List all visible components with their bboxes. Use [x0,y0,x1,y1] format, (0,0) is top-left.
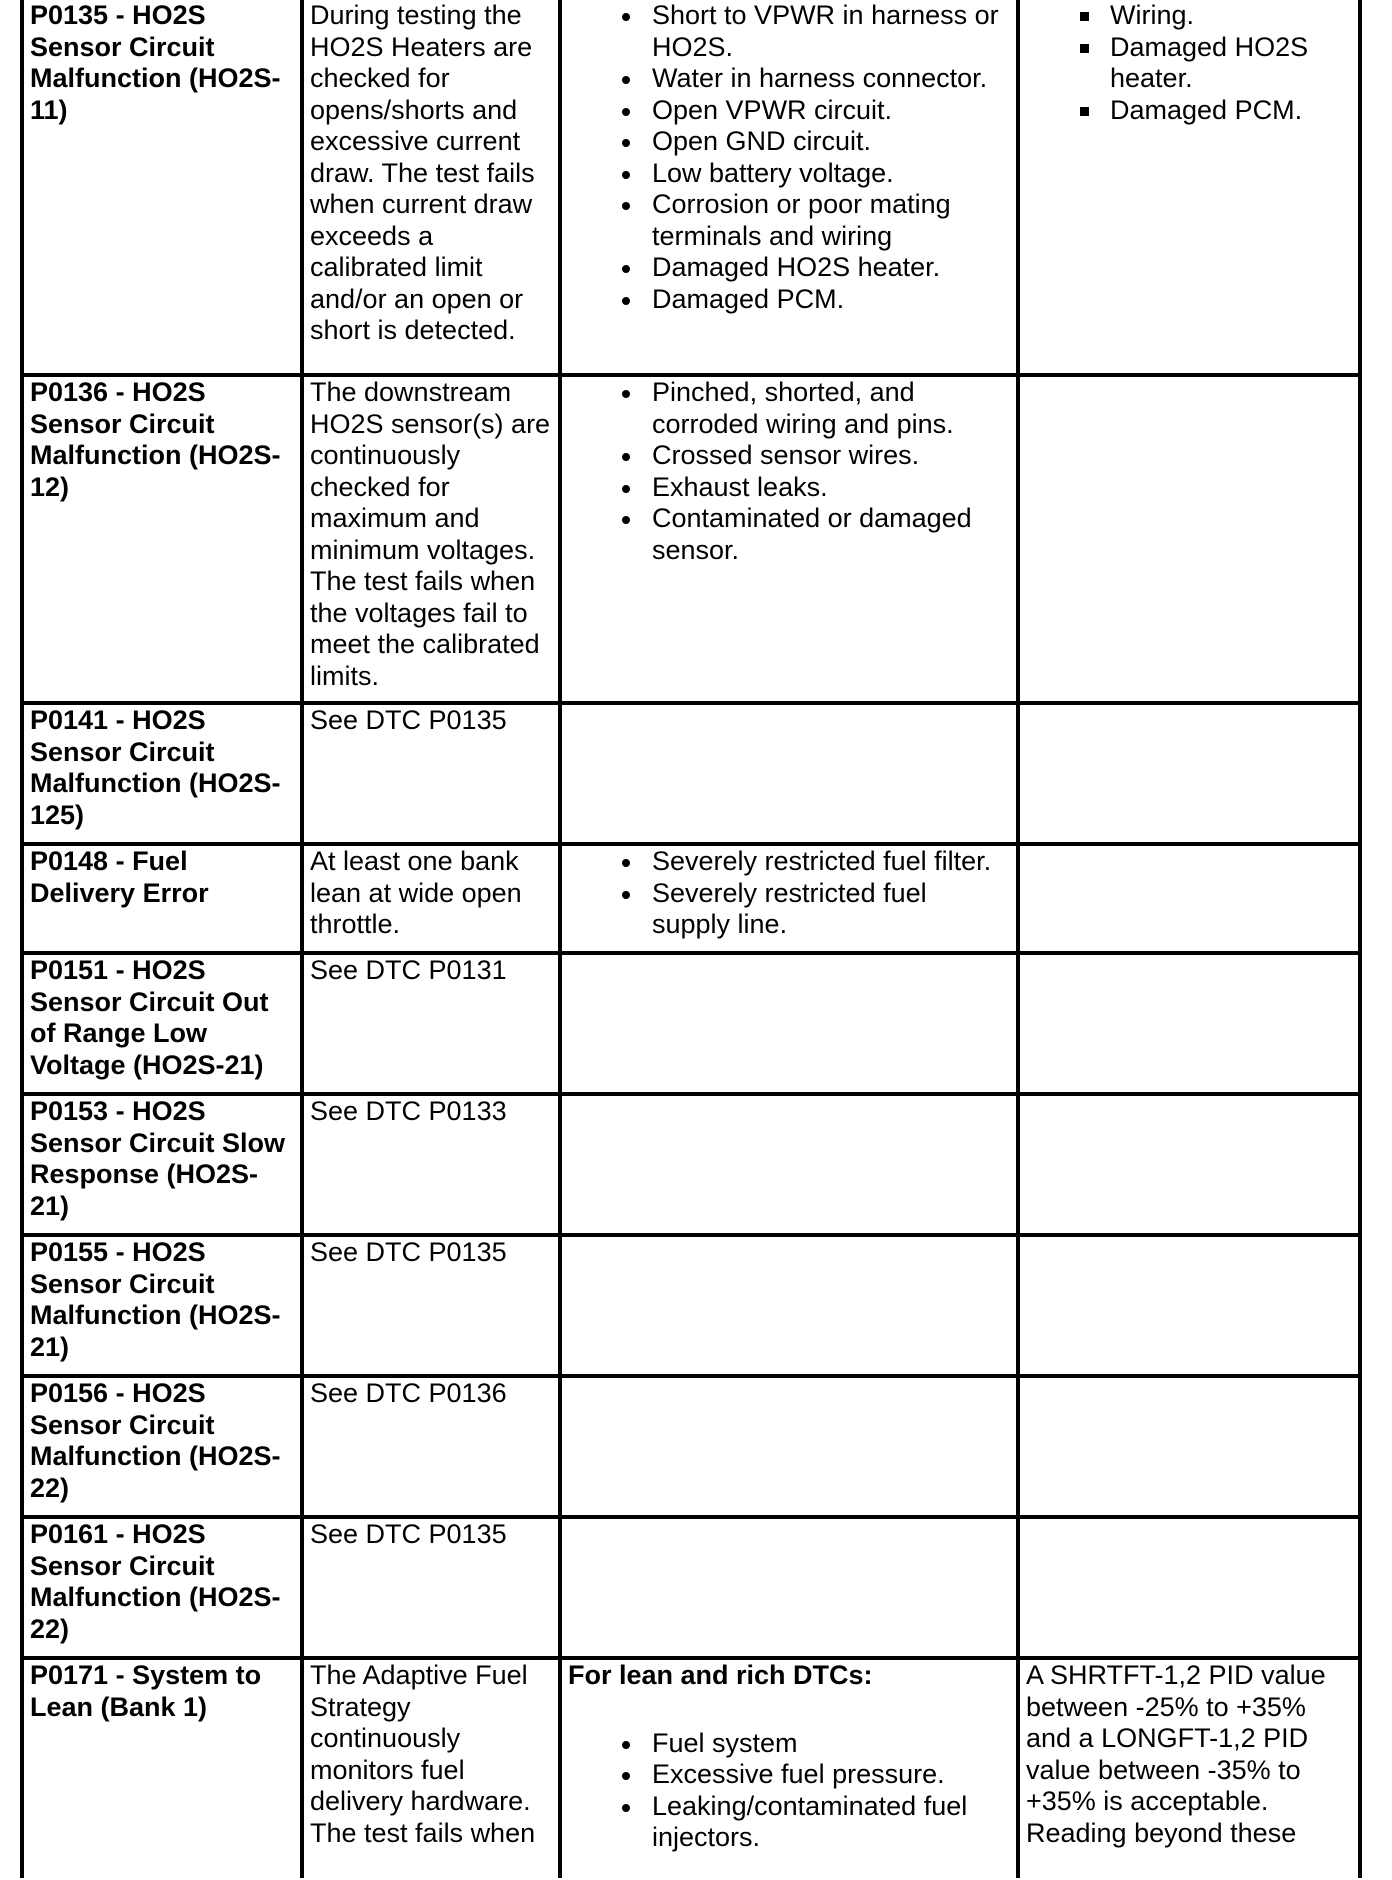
table-row [22,1376,1360,1517]
dtc-code-cell [22,1517,302,1658]
list-item: Short to VPWR in harness or HO2S. [652,0,1010,63]
actions-list [1026,0,1352,126]
table-row [22,953,1360,1094]
actions-cell [1018,1094,1360,1235]
list-item: Wiring. [1110,0,1352,32]
dtc-code-cell [22,844,302,953]
dtc-code-cell [22,0,302,375]
list-item: Damaged HO2S heater. [1110,32,1352,95]
table-row [22,1235,1360,1376]
list-item: Contaminated or damaged sensor. [652,503,1010,566]
list-item: Leaking/contaminated fuel injectors. [652,1791,1010,1854]
pid-note: A SHRTFT-1,2 PID value between -25% to +35% and a LONGFT-1,2 PID value between -35% to +35% is acceptable. Reading beyond these [1026,1660,1326,1848]
causes-cell [560,953,1018,1094]
description-cell [302,844,560,953]
list-item: Damaged HO2S heater. [652,252,1010,284]
actions-cell [1018,0,1360,375]
description-cell [302,1094,560,1235]
causes-heading: For lean and rich DTCs: [568,1660,873,1690]
dtc-description: See DTC P0135 [310,705,507,735]
dtc-code-cell [22,1235,302,1376]
dtc-code-cell [22,1658,302,1878]
list-item: Damaged PCM. [1110,95,1352,127]
dtc-code: P0155 - HO2S Sensor Circuit Malfunction (HO2S-21) [30,1237,281,1362]
causes-cell [560,703,1018,844]
table-row [22,375,1360,703]
dtc-description: See DTC P0135 [310,1237,507,1267]
actions-cell [1018,703,1360,844]
dtc-description: See DTC P0131 [310,955,507,985]
description-cell [302,375,560,703]
description-cell [302,1235,560,1376]
table-row [22,1517,1360,1658]
dtc-code: P0151 - HO2S Sensor Circuit Out of Range Low Voltage (HO2S-21) [30,955,269,1080]
table-row [22,0,1360,375]
description-cell [302,1517,560,1658]
description-cell [302,0,560,375]
actions-cell [1018,375,1360,703]
description-cell [302,703,560,844]
causes-cell [560,0,1018,375]
dtc-description: See DTC P0135 [310,1519,507,1549]
list-item: Crossed sensor wires. [652,440,1010,472]
dtc-code-cell [22,1376,302,1517]
list-item: Severely restricted fuel supply line. [652,878,1010,941]
actions-cell [1018,1235,1360,1376]
dtc-description: The downstream HO2S sensor(s) are continuously checked for maximum and minimum voltages. The test fails when the voltages fail to meet the calibrated limits. [310,377,551,691]
causes-cell [560,1517,1018,1658]
causes-list [568,0,1010,315]
causes-cell [560,1376,1018,1517]
table-row [22,1658,1360,1878]
list-item: Damaged PCM. [652,284,1010,316]
causes-list [568,846,1010,941]
dtc-table [20,0,1362,1878]
dtc-code-cell [22,953,302,1094]
list-item: Fuel system [652,1728,1010,1760]
causes-list [568,377,1010,566]
description-cell [302,953,560,1094]
causes-cell [560,1658,1018,1878]
dtc-description: See DTC P0133 [310,1096,507,1126]
causes-cell [560,1235,1018,1376]
dtc-code: P0171 - System to Lean (Bank 1) [30,1660,262,1722]
table-row [22,703,1360,844]
list-item: Severely restricted fuel filter. [652,846,1010,878]
dtc-code: P0156 - HO2S Sensor Circuit Malfunction (HO2S-22) [30,1378,281,1503]
dtc-code-cell [22,1094,302,1235]
causes-cell [560,375,1018,703]
list-item: Low battery voltage. [652,158,1010,190]
dtc-code: P0141 - HO2S Sensor Circuit Malfunction (HO2S-125) [30,705,281,830]
actions-cell [1018,1517,1360,1658]
dtc-description: At least one bank lean at wide open throttle. [310,846,522,939]
causes-list [568,1728,1010,1854]
list-item: Pinched, shorted, and corroded wiring and pins. [652,377,1010,440]
causes-cell [560,844,1018,953]
dtc-description: The Adaptive Fuel Strategy continuously monitors fuel delivery hardware. The test fails when [310,1660,536,1848]
dtc-code-cell [22,703,302,844]
description-cell [302,1376,560,1517]
table-row [22,1094,1360,1235]
dtc-code: P0136 - HO2S Sensor Circuit Malfunction (HO2S-12) [30,377,281,502]
causes-cell [560,1094,1018,1235]
list-item: Open VPWR circuit. [652,95,1010,127]
actions-cell [1018,1376,1360,1517]
dtc-code: P0153 - HO2S Sensor Circuit Slow Response (HO2S-21) [30,1096,286,1221]
actions-cell [1018,1658,1360,1878]
list-item: Corrosion or poor mating terminals and wiring [652,189,1010,252]
table-row [22,844,1360,953]
dtc-code: P0161 - HO2S Sensor Circuit Malfunction (HO2S-22) [30,1519,281,1644]
dtc-code-cell [22,375,302,703]
actions-cell [1018,844,1360,953]
list-item: Open GND circuit. [652,126,1010,158]
dtc-description: See DTC P0136 [310,1378,507,1408]
dtc-description: During testing the HO2S Heaters are checked for opens/shorts and excessive current draw. The test fails when current draw exceeds a calibrated limit and/or an open or short is detected. [310,0,535,345]
dtc-code: P0148 - Fuel Delivery Error [30,846,209,908]
actions-cell [1018,953,1360,1094]
list-item: Exhaust leaks. [652,472,1010,504]
dtc-code: P0135 - HO2S Sensor Circuit Malfunction (HO2S-11) [30,0,281,125]
list-item: Excessive fuel pressure. [652,1759,1010,1791]
list-item: Water in harness connector. [652,63,1010,95]
description-cell [302,1658,560,1878]
